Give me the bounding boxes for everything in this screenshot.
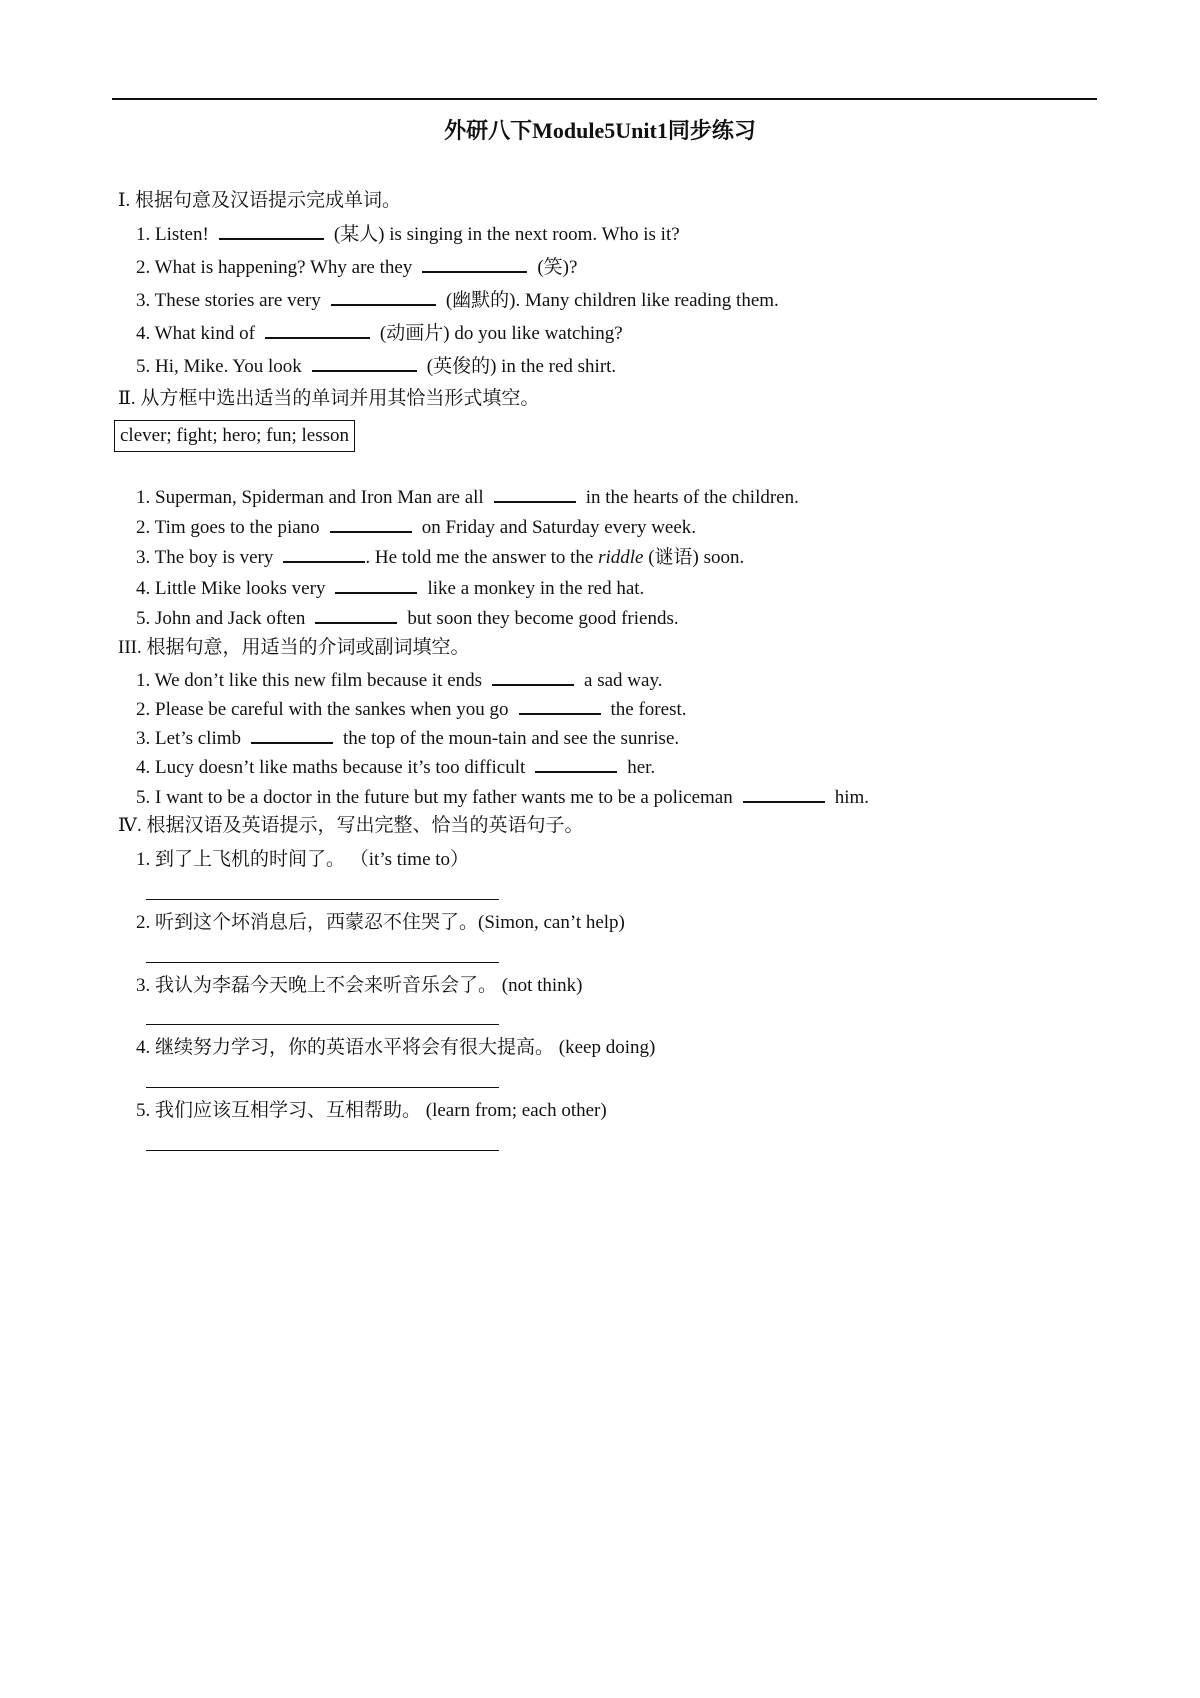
s2-item-5-pre: 5. John and Jack often	[136, 608, 306, 629]
s4-item-3-text: 我认为李磊今天晚上不会来听音乐会了。	[155, 975, 498, 996]
s3-item-1-pre: 1. We don’t like this new film because it ends	[136, 670, 483, 691]
s2-item-5	[136, 606, 679, 631]
s4-item-5-text: 我们应该互相学习、互相帮助。	[155, 1100, 422, 1121]
s1-item-5-pre: 5. Hi, Mike. You look	[136, 356, 302, 377]
answer-blank[interactable]	[743, 785, 825, 803]
s2-item-4-pre: 4. Little Mike looks very	[136, 578, 326, 599]
answer-blank[interactable]	[422, 255, 527, 273]
s2-item-3	[136, 545, 744, 570]
s2-item-3-pre: 3. The boy is very	[136, 547, 274, 568]
s4-item-3-num: 3.	[136, 975, 151, 996]
s3-item-4-pre: 4. Lucy doesn’t like maths because it’s too difficult	[136, 757, 526, 778]
s1-item-3	[136, 288, 779, 313]
s2-item-3-post: . He told me the answer to the	[365, 547, 594, 568]
answer-blank[interactable]	[494, 485, 576, 503]
answer-blank[interactable]	[315, 606, 397, 624]
s1-item-1-pre: 1. Listen!	[136, 224, 209, 245]
s4-item-5	[136, 1099, 607, 1123]
s1-item-5	[136, 354, 616, 379]
s2-item-2	[136, 515, 696, 540]
answer-line[interactable]	[146, 899, 499, 900]
s1-item-2-pre: 2. What is happening? Why are they	[136, 257, 413, 278]
s2-item-1-pre: 1. Superman, Spiderman and Iron Man are all	[136, 487, 484, 508]
s1-item-5-post: (英俊的) in the red shirt.	[426, 356, 617, 377]
s3-item-2-pre: 2. Please be careful with the sankes when you go	[136, 699, 509, 720]
top-rule	[112, 98, 1097, 100]
s2-item-1-post: in the hearts of the children.	[585, 487, 799, 508]
s3-item-2	[136, 697, 687, 722]
s1-item-2-post: (笑)?	[537, 257, 578, 278]
s2-item-4-post: like a monkey in the red hat.	[427, 578, 645, 599]
section-2-heading: Ⅱ. 从方框中选出适当的单词并用其恰当形式填空。	[118, 388, 540, 409]
s4-item-1-hint: （it’s time to）	[349, 849, 470, 870]
s4-item-4-num: 4.	[136, 1037, 151, 1058]
s4-item-1	[136, 848, 469, 872]
s4-item-2-hint: (Simon, can’t help)	[478, 912, 625, 933]
s3-item-1	[136, 668, 662, 693]
s3-item-3	[136, 726, 679, 751]
answer-line[interactable]	[146, 1024, 499, 1025]
answer-line[interactable]	[146, 1150, 499, 1151]
s4-item-5-num: 5.	[136, 1100, 151, 1121]
section-3-heading: III. 根据句意，用适当的介词或副词填空。	[118, 637, 470, 658]
s4-item-2-text: 听到这个坏消息后，西蒙忍不住哭了。	[155, 912, 479, 933]
answer-blank[interactable]	[335, 576, 417, 594]
answer-blank[interactable]	[519, 697, 601, 715]
s3-item-5-post: him.	[834, 787, 870, 808]
s1-item-1-post: (某人) is singing in the next room. Who is it?	[333, 224, 680, 245]
s3-item-3-post: the top of the moun-tain and see the sunrise.	[343, 728, 680, 749]
answer-blank[interactable]	[219, 222, 324, 240]
answer-blank[interactable]	[331, 288, 436, 306]
s3-item-4	[136, 755, 655, 780]
s2-item-1	[136, 485, 799, 510]
answer-blank[interactable]	[535, 755, 617, 773]
s4-item-1-text: 到了上飞机的时间了。	[155, 849, 346, 870]
s3-item-5	[136, 785, 869, 810]
s4-item-2	[136, 911, 625, 935]
s4-item-1-num: 1.	[136, 849, 151, 870]
s3-item-4-post: her.	[627, 757, 656, 778]
s4-item-5-hint: (learn from; each other)	[425, 1100, 607, 1121]
answer-line[interactable]	[146, 962, 499, 963]
s3-item-3-pre: 3. Let’s climb	[136, 728, 242, 749]
s3-item-2-post: the forest.	[610, 699, 687, 720]
s1-item-4-pre: 4. What kind of	[136, 323, 255, 344]
page-title: 外研八下Module5Unit1同步练习	[444, 118, 756, 143]
s1-item-4	[136, 321, 623, 346]
s2-item-3-post2: (谜语) soon.	[648, 547, 745, 568]
word-box: clever; fight; hero; fun; lesson	[114, 420, 355, 452]
s2-item-5-post: but soon they become good friends.	[407, 608, 679, 629]
s2-item-2-post: on Friday and Saturday every week.	[421, 517, 697, 538]
s4-item-4	[136, 1036, 655, 1060]
answer-blank[interactable]	[330, 515, 412, 533]
s2-item-4	[136, 576, 644, 601]
s1-item-2	[136, 255, 577, 280]
s4-item-4-text: 继续努力学习，你的英语水平将会有很大提高。	[155, 1037, 555, 1058]
s1-item-3-post: (幽默的). Many children like reading them.	[445, 290, 779, 311]
answer-blank[interactable]	[251, 726, 333, 744]
s1-item-4-post: (动画片) do you like watching?	[379, 323, 623, 344]
answer-line[interactable]	[146, 1087, 499, 1088]
s4-item-4-hint: (keep doing)	[558, 1037, 656, 1058]
s3-item-1-post: a sad way.	[584, 670, 663, 691]
section-1-heading: Ⅰ. 根据句意及汉语提示完成单词。	[118, 190, 402, 211]
s4-item-3-hint: (not think)	[501, 975, 583, 996]
answer-blank[interactable]	[492, 668, 574, 686]
s1-item-1	[136, 222, 680, 247]
s1-item-3-pre: 3. These stories are very	[136, 290, 321, 311]
s4-item-2-num: 2.	[136, 912, 151, 933]
answer-blank[interactable]	[283, 545, 365, 563]
s4-item-3	[136, 974, 583, 998]
answer-blank[interactable]	[265, 321, 370, 339]
s3-item-5-pre: 5. I want to be a doctor in the future but my father wants me to be a policeman	[136, 787, 733, 808]
s2-item-2-pre: 2. Tim goes to the piano	[136, 517, 320, 538]
section-4-heading: Ⅳ. 根据汉语及英语提示，写出完整、恰当的英语句子。	[118, 815, 584, 836]
answer-blank[interactable]	[312, 354, 417, 372]
s2-item-3-italic: riddle	[598, 547, 644, 568]
